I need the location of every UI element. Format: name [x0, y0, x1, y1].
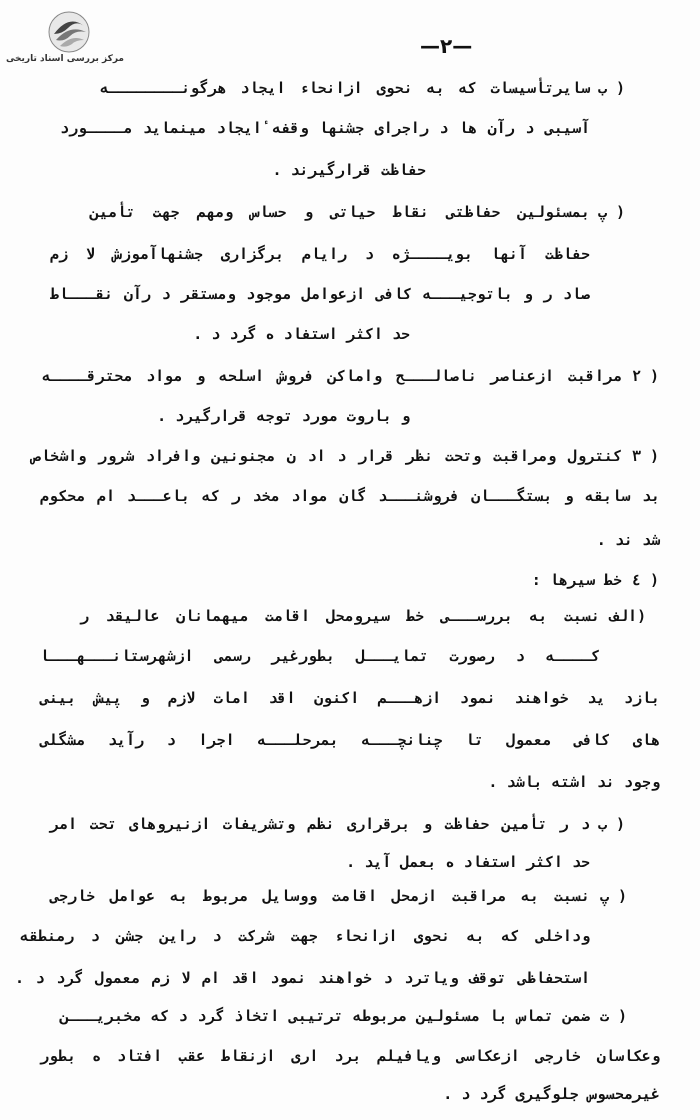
- text-line: حفاظت قرارگیرند .: [272, 161, 426, 179]
- item-marker-4: ( ٤: [632, 571, 660, 589]
- text-line: حد اکثر استفاد ه بعمل آید .: [346, 853, 590, 871]
- item-marker-t: ( ت: [600, 1007, 628, 1025]
- text-line: استحفاظی توقف ویاترد د خواهند نمود اقد ام لا زم معمول گرد د .: [15, 969, 590, 987]
- item-marker-b2: ( ب: [598, 815, 626, 833]
- text-line: حد اکثر استفاد ه گرد د .: [193, 325, 410, 343]
- text-line: سایرتأسیسات که به نحوی ازانحاء ایجاد هرگونــــــــه: [100, 79, 590, 97]
- item-marker-alef: (الف: [610, 607, 647, 625]
- item-marker-2: ( ٢: [632, 367, 660, 385]
- page-number: —٢—: [420, 34, 473, 58]
- text-line: کنترول ومراقبت وتحت نظر قرار د اد ن مجنونین وافراد شرور واشخاص: [32, 447, 622, 465]
- text-line: نسبت به بررســـی خط سیرومحل اقامت میهمانان عالیقد ر: [80, 607, 600, 625]
- text-line: نسبت به مراقبت ازمحل اقامت ووسایل مربوط به عوامل خارجی: [50, 887, 590, 905]
- item-marker-p2: ( پ: [600, 887, 628, 905]
- text-line: بد سابقه و بستگـــان فروشنـــد گان مواد مخد ر که باعـــد ام محکوم: [40, 487, 660, 505]
- text-line: غیرمحسوس جلوگیری گرد د .: [443, 1085, 660, 1103]
- logo-caption: مرکز بررسی اسناد تاریخی: [5, 54, 124, 64]
- text-line: صاد ر و باتوجیـــه کافی ازعوامل موجود ومستقر د رآن نقـــاط: [50, 285, 590, 303]
- archive-emblem-icon: [46, 10, 92, 54]
- text-line: ضمن تماس با مسئولین مربوطه ترتیبی اتخاذ گرد د که مخبریـــن: [60, 1007, 590, 1025]
- text-line: مراقبت ازعناصر ناصالـــح واماکن فروش اسلحه و مواد محترقــــه: [42, 367, 622, 385]
- text-line: وعکاسان خارجی ازعکاسی ویافیلم برد اری ازنقاط عقب افتاد ه بطور: [40, 1047, 660, 1065]
- item-marker-3: ( ٣: [632, 447, 660, 465]
- text-line: و باروت مورد توجه قرارگیرد .: [157, 407, 410, 425]
- text-line: بازد ید خواهند نمود ازهـــم اکنون اقد امات لازم و پیش بینی: [40, 689, 660, 707]
- archive-logo: [5, 10, 124, 68]
- text-line: شد ند .: [596, 531, 660, 549]
- text-line: کــــه د رصورت تمایـــل بطورغیر رسمی ازشهرستانـــهـــا: [40, 647, 600, 665]
- text-line: های کافی معمول تا چنانچـــه بمرحلـــه اجرا د رآید مشگلی: [40, 731, 660, 749]
- text-line: حفاظت آنها بویــــژه د رایام برگزاری جشنهاآموزش لا زم: [50, 245, 590, 263]
- text-line: بمسئولین حفاظتی نقاط حیاتی و حساس ومهم جهت تأمین: [90, 203, 590, 221]
- text-line: وداخلی که به نحوی ازانحاء جهت شرکت د راین جشن د رمنطقه: [20, 927, 590, 945]
- text-line: آسیبی د رآن ها د راجرای جشنها وقفه ٔایجاد مینماید مــــورد: [60, 119, 590, 137]
- item-marker-b: ( ب: [598, 79, 626, 97]
- item-marker-p: ( پ: [598, 203, 626, 221]
- text-line: وجود ند اشته باشد .: [488, 773, 660, 791]
- text-line: خط سیرها :: [531, 571, 622, 589]
- text-line: د ر تأمین حفاظت و برقراری نظم وتشریفات ازنیروهای تحت امر: [50, 815, 590, 833]
